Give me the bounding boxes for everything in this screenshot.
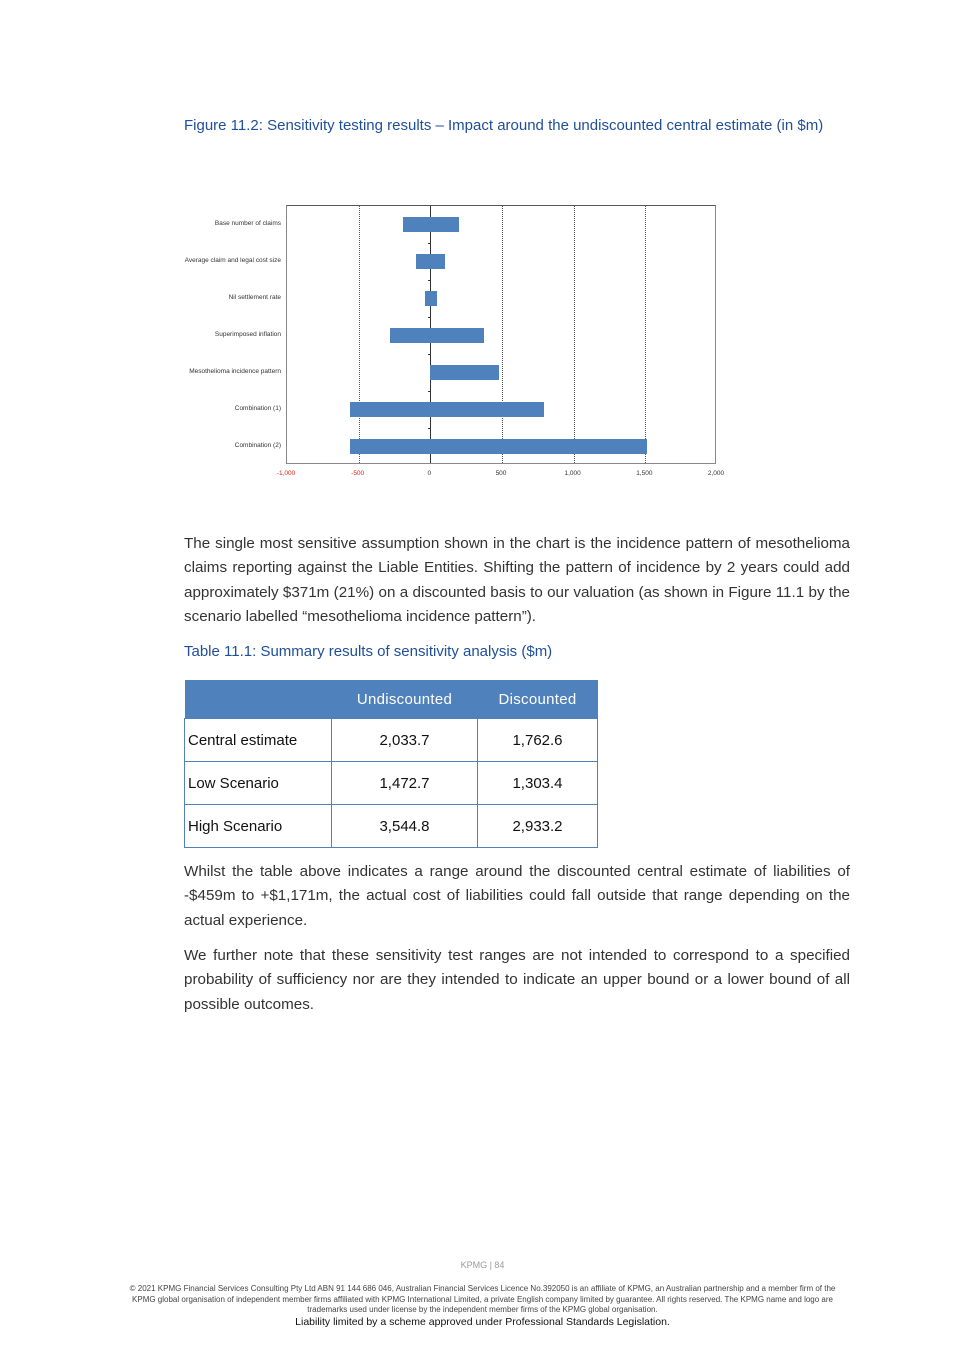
table-caption: Table 11.1: Summary results of sensitivity analysis ($m) bbox=[184, 643, 553, 660]
category-label: Base number of claims bbox=[214, 219, 281, 227]
category-label: Nil settlement rate bbox=[228, 293, 281, 301]
discounted-value: 2,933.2 bbox=[478, 805, 598, 848]
table-row bbox=[185, 805, 598, 848]
x-tick-label: 1,000 bbox=[564, 470, 581, 477]
category-label: Combination (2) bbox=[234, 441, 281, 449]
row-label: Central estimate bbox=[185, 719, 332, 762]
paragraph-range-note: Whilst the table above indicates a range around the discounted central estimate of liabilities of -$459m to +$1,171m, the actual cost of liabilities could fall outside that range depending on the actual experience. bbox=[184, 863, 850, 929]
category-label: Superimposed inflation bbox=[214, 330, 281, 338]
axis-minor-tick bbox=[428, 354, 431, 355]
x-tick-label: 0 bbox=[427, 470, 432, 477]
gridline bbox=[359, 206, 360, 463]
axis-minor-tick bbox=[428, 280, 431, 281]
category-label: Combination (1) bbox=[234, 404, 281, 412]
chart-bar bbox=[390, 328, 483, 343]
category-label: Average claim and legal cost size bbox=[184, 256, 281, 264]
copyright-notice: © 2021 KPMG Financial Services Consulting Pty Ltd ABN 91 144 686 046, Australian Financial Services Licence No.392050 is an affiliate of KPMG, an Australian partnership and a member firm of the KPMG global organisation of independent member firms affiliated with KPMG International Limited, a private English company limited by guarantee. All rights reserved. The KPMG name and logo are trademarks used under license by the independent member firms of the KPMG global organisation. bbox=[129, 1284, 836, 1314]
x-tick-label: -500 bbox=[351, 470, 365, 477]
chart-bar bbox=[350, 439, 647, 454]
chart-bar bbox=[425, 291, 436, 306]
header-undiscounted: Undiscounted bbox=[332, 680, 478, 719]
gridline bbox=[645, 206, 646, 463]
undiscounted-value: 1,472.7 bbox=[332, 762, 478, 805]
undiscounted-value: 2,033.7 bbox=[332, 719, 478, 762]
undiscounted-value: 3,544.8 bbox=[332, 805, 478, 848]
discounted-value: 1,303.4 bbox=[478, 762, 598, 805]
header-discounted: Discounted bbox=[478, 680, 598, 719]
page-number: KPMG | 84 bbox=[460, 1260, 505, 1270]
figure-caption: Figure 11.2: Sensitivity testing results – Impact around the undiscounted central estimate (in $m) bbox=[184, 117, 824, 134]
paragraph-sufficiency-note: We further note that these sensitivity test ranges are not intended to correspond to a specified probability of sufficiency nor are they intended to indicate an upper bound or a lower bound of all possible outcomes. bbox=[184, 947, 850, 1013]
axis-minor-tick bbox=[428, 243, 431, 244]
x-tick-label: -1,000 bbox=[276, 470, 296, 477]
axis-minor-tick bbox=[428, 391, 431, 392]
gridline bbox=[502, 206, 503, 463]
row-label: Low Scenario bbox=[185, 762, 332, 805]
table-row bbox=[185, 762, 598, 805]
paragraph-most-sensitive-assumption: The single most sensitive assumption shown in the chart is the incidence pattern of mesothelioma claims reporting against the Liable Entities. Shifting the pattern of incidence by 2 years could add approximately $371m (21%) on a discounted basis to our valuation (as shown in Figure 11.1 by the scenario labelled “mesothelioma incidence pattern”). bbox=[184, 535, 850, 625]
liability-statement: Liability limited by a scheme approved under Professional Standards Legislation. bbox=[295, 1316, 670, 1328]
chart-bar bbox=[430, 365, 499, 380]
x-tick-label: 2,000 bbox=[707, 470, 725, 477]
category-label: Mesothelioma incidence pattern bbox=[189, 367, 281, 375]
table-row bbox=[185, 719, 598, 762]
axis-minor-tick bbox=[428, 317, 431, 318]
x-tick-label: 1,500 bbox=[636, 470, 653, 477]
x-tick-label: 500 bbox=[495, 470, 507, 477]
sensitivity-tornado-chart bbox=[180, 195, 740, 490]
sensitivity-summary-table bbox=[184, 680, 598, 848]
gridline bbox=[574, 206, 575, 463]
row-label: High Scenario bbox=[185, 805, 332, 848]
chart-plot-area bbox=[286, 205, 716, 464]
chart-bar bbox=[416, 254, 445, 269]
header-blank bbox=[185, 680, 332, 719]
discounted-value: 1,762.6 bbox=[478, 719, 598, 762]
chart-bar bbox=[350, 402, 544, 417]
chart-bar bbox=[403, 217, 459, 232]
axis-minor-tick bbox=[428, 428, 431, 429]
table-header-row bbox=[185, 680, 598, 719]
